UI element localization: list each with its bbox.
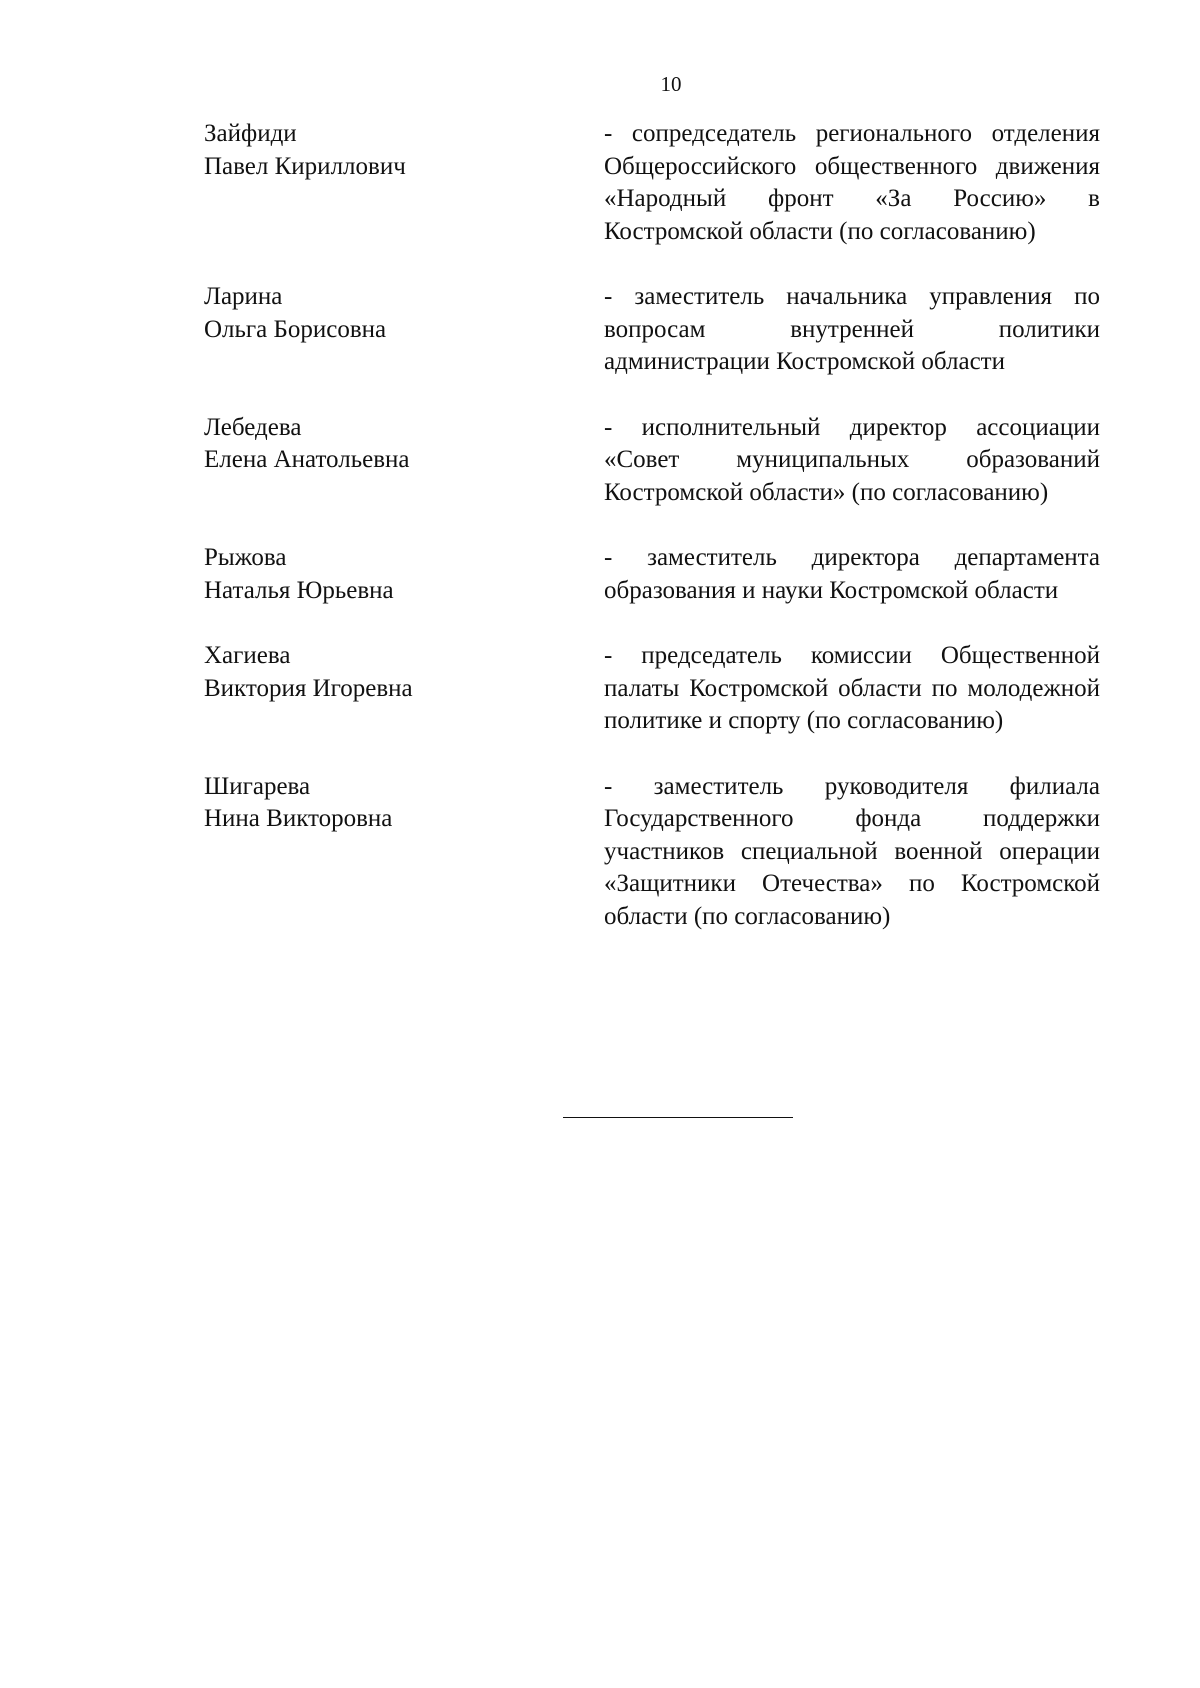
member-entry — [204, 771, 1100, 934]
member-surname: Зайфиди — [204, 120, 297, 147]
member-role: - заместитель руководителя филиала Государственного фонда поддержки участников специальной военной операции «Защитники Отечества» по Костромской области (по согласованию) — [604, 772, 1100, 930]
member-surname: Лебедева — [204, 413, 302, 441]
member-role: - председатель комиссии Общественной палаты Костромской области по молодежной политике и спорту (по согласованию) — [604, 642, 1100, 734]
member-name — [204, 542, 604, 607]
member-list — [204, 118, 1100, 966]
member-name — [204, 412, 604, 477]
member-entry — [204, 118, 1100, 248]
member-surname: Ларина — [204, 283, 283, 310]
member-given-names: Ольга Борисовна — [204, 315, 387, 343]
member-role: - исполнительный директор ассоциации «Совет муниципальных образований Костромской области» (по согласованию) — [604, 413, 1100, 506]
member-name — [204, 640, 604, 705]
member-given-names: Павел Кириллович — [204, 152, 406, 180]
member-entry — [204, 281, 1100, 379]
member-name — [204, 281, 604, 346]
member-role: - сопредседатель регионального отделения Общероссийского общественного движения «Народный фронт «За Россию» в Костромской области (по согласованию) — [604, 120, 1100, 245]
member-entry — [204, 542, 1100, 607]
page-number: 10 — [660, 72, 682, 96]
member-given-names: Наталья Юрьевна — [204, 576, 394, 604]
member-name — [204, 771, 604, 836]
member-given-names: Елена Анатольевна — [204, 446, 410, 473]
member-given-names: Виктория Игоревна — [204, 674, 413, 702]
member-given-names: Нина Викторовна — [204, 805, 393, 832]
end-divider — [563, 1117, 793, 1118]
member-surname: Хагиева — [204, 642, 291, 669]
member-entry — [204, 640, 1100, 738]
member-surname: Рыжова — [204, 544, 287, 571]
member-surname: Шигарева — [204, 772, 311, 800]
member-role: - заместитель начальника управления по вопросам внутренней политики администрации Костромской области — [604, 283, 1100, 375]
member-role: - заместитель директора департамента образования и науки Костромской области — [604, 544, 1100, 604]
member-name — [204, 118, 604, 183]
member-entry — [204, 412, 1100, 510]
